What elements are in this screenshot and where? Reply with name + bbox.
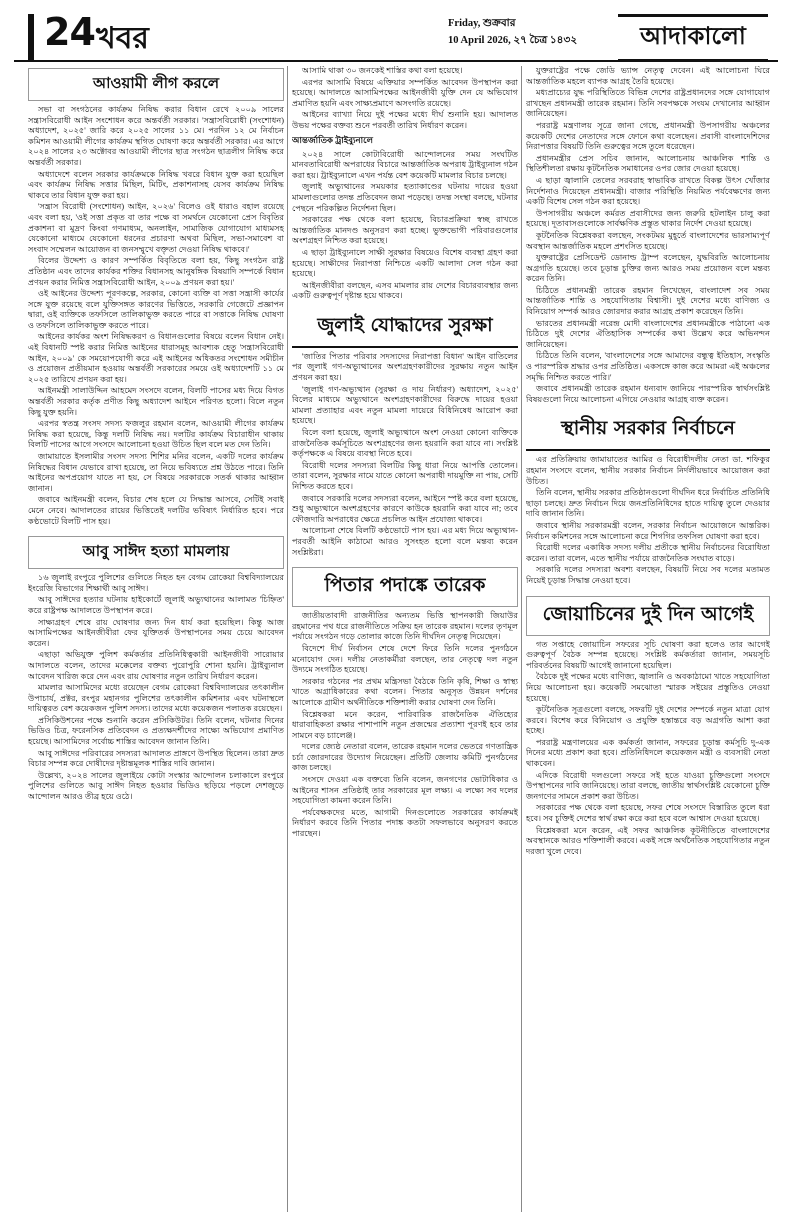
paragraph: বিদেশে দীর্ঘ নির্বাসন শেষে দেশে ফিরে তিনি দলের পুনর্গঠনে মনোযোগ দেন। দলীয় নেতাকর্মীরা বলছেন, তার নেতৃত্বে দল নতুন উদ্যমে সংগঠিত হয়েছে। bbox=[292, 643, 518, 675]
paragraph: চিঠিতে প্রধানমন্ত্রী তারেক রহমান লিখেছেন, বাংলাদেশ সব সময় আন্তর্জাতিক শান্তি ও সহযোগিতায় বিশ্বাসী। দুই দেশের মধ্যে বাণিজ্য ও বিনিয়োগ সম্পর্ক আরও জোরদার করার আগ্রহ প্রকাশ করেছেন তিনি। bbox=[526, 285, 770, 317]
paragraph: পররাষ্ট্র মন্ত্রণালয়ের এক কর্মকর্তা জানান, সফরের চূড়ান্ত কর্মসূচি দু-এক দিনের মধ্যে প্রকাশ করা হবে। প্রতিনিধিদলে কয়েকজন মন্ত্রী ও ব্যবসায়ী নেতা থাকবেন। bbox=[526, 737, 770, 769]
paragraph: আলোচনা শেষে বিলটি কণ্ঠভোটে পাস হয়। এর মধ্য দিয়ে অভ্যুত্থান-পরবর্তী আইনি কাঠামো আরও সুসংহত হলো বলে মন্তব্য করেন সংশ্লিষ্টরা। bbox=[292, 526, 518, 557]
paragraph: ১৬ জুলাই রংপুরে পুলিশের গুলিতে নিহত হন বেগম রোকেয়া বিশ্ববিদ্যালয়ের ইংরেজি বিভাগের শিক্ষার্থী আবু সাঈদ। bbox=[28, 573, 284, 593]
paragraph: জবাবে আইনমন্ত্রী বলেন, বিচার শেষ হলে যে সিদ্ধান্ত আসবে, সেটিই সবাই মেনে নেবে। আদালতের রায়ের ভিত্তিতেই দলটির ভবিষ্যৎ নির্ধারিত হবে। পরে কণ্ঠভোটে বিলটি পাস হয়। bbox=[28, 495, 284, 526]
headline-awami-league: আওয়ামী লীগ করলে bbox=[28, 68, 284, 101]
paragraph: আইনমন্ত্রী সালাউদ্দিন আহমেদ সংসদে বলেন, বিলটি পাসের মধ্য দিয়ে বিগত অন্তর্বর্তী সরকার কর্তৃক প্রণীত কিছু অধ্যাদেশ আইনে পরিণত হলো। বিলে নতুন কিছু যুক্ত হয়নি। bbox=[28, 386, 284, 417]
paragraph: এর প্রতিক্রিয়ায় জামায়াতের আমির ও বিরোধীদলীয় নেতা ডা. শফিকুর রহমান সংসদে বলেন, স্থানীয় সরকার নির্বাচন নির্দলীয়ভাবে আয়োজন করা উচিত। bbox=[526, 455, 770, 486]
paragraph: বিলে বলা হয়েছে, জুলাই অভ্যুত্থানে অংশ নেওয়া কোনো ব্যক্তিকে রাজনৈতিক কর্মসূচিতে অংশগ্রহণের জন্য হয়রানি করা যাবে না। সংশ্লিষ্ট কর্তৃপক্ষকে এ বিষয়ে ব্যবস্থা নিতে হবে। bbox=[292, 428, 518, 459]
date: 10 April 2026, ২৭ চৈত্র ১৪৩২ bbox=[448, 35, 578, 46]
subheading: আন্তর্জাতিক ট্রাইব্যুনালে bbox=[292, 134, 374, 145]
paragraph: এছাড়া অভিযুক্ত পুলিশ কর্মকর্তার প্রতিনিধিত্বকারী আইনজীবী সারোয়ার আদালতে বলেন, তাদের মক্কেলের বক্তব্য পুরোপুরি শোনা হয়নি। ট্রাইব্যুনাল আবেদন খারিজ করে দেন এবং রায় ঘোষণার নতুন তারিখ নির্ধারণ করেন। bbox=[28, 650, 284, 681]
paragraph: তিনি বলেন, স্থানীয় সরকার প্রতিষ্ঠানগুলো দীর্ঘদিন ধরে নির্বাচিত প্রতিনিধি ছাড়া চলছে। দ্রুত নির্বাচন দিয়ে জনপ্রতিনিধিদের হাতে দায়িত্ব তুলে দেওয়ার দাবি জানান তিনি। bbox=[526, 488, 770, 519]
paragraph: ভারতের প্রধানমন্ত্রী নরেন্দ্র মোদী বাংলাদেশের প্রধানমন্ত্রীকে পাঠানো এক চিঠিতে দুই দেশের ঐতিহাসিক সম্পর্কের কথা উল্লেখ করে অভিনন্দন জানিয়েছেন। bbox=[526, 318, 770, 349]
paragraph: আসামি থাকা ৩০ জনকেই শাস্তির কথা বলা হয়েছে। bbox=[302, 66, 463, 75]
paragraph: গত সপ্তাহে জোয়াচিন সফরের সূচি ঘোষণা করা হলেও তার আগেই গুরুত্বপূর্ণ বৈঠক সম্পন্ন হয়েছে। সংশ্লিষ্ট কর্মকর্তারা জানান, সময়সূচি পরিবর্তনের বিষয়টি আগেই জানানো হয়েছিল। bbox=[526, 639, 770, 670]
paragraph: পররাষ্ট্র মন্ত্রণালয় সূত্রে জানা গেছে, প্রধানমন্ত্রী উপসাগরীয় অঞ্চলের কয়েকটি দেশের নেতাদের সঙ্গে ফোনে কথা বলেছেন। প্রবাসী বাংলাদেশিদের নিরাপত্তার বিষয়টি তিনি গুরুত্বের সঙ্গে তুলে ধরেছেন। bbox=[526, 120, 770, 152]
paragraph: মামলার আসামিদের মধ্যে রয়েছেন বেগম রোকেয়া বিশ্ববিদ্যালয়ের তৎকালীন উপাচার্য, প্রক্টর, রংপুর মহানগর পুলিশের তৎকালীন কমিশনার এবং ঘটনাস্থলে দায়িত্বরত বেশ কয়েকজন পুলিশ সদস্য। তাদের মধ্যে কয়েকজন পলাতক রয়েছেন। bbox=[28, 683, 284, 714]
paragraph: সরকার গঠনের পর প্রথম মন্ত্রিসভা বৈঠকে তিনি কৃষি, শিক্ষা ও স্বাস্থ্য খাতে অগ্রাধিকারের কথা বলেন। পিতার অনুসৃত উন্নয়ন দর্শনের আলোকে গ্রামীণ অর্থনীতিকে শক্তিশালী করার ঘোষণা দেন তিনি। bbox=[292, 676, 518, 707]
paragraph: যুক্তরাষ্ট্রের প্রেসিডেন্ট ডোনাল্ড ট্রাম্প বলেছেন, যুদ্ধবিরতি আলোচনায় অগ্রগতি হয়েছে। তবে চূড়ান্ত চুক্তির জন্য আরও সময় প্রয়োজন বলে মন্তব্য করেন তিনি। bbox=[526, 253, 770, 284]
column-divider bbox=[287, 66, 288, 1212]
newspaper-logo: আদাকালো bbox=[618, 14, 768, 62]
paragraph: আইনের ব্যাখ্যা নিয়ে দুই পক্ষের মধ্যে দীর্ঘ শুনানি হয়। আদালত উভয় পক্ষের বক্তব্য শুনে পরবর্তী তারিখ নির্ধারণ করেন। bbox=[292, 110, 518, 130]
paragraph: এরপর আসামি বিষয়ে এক্তিয়ার সম্পর্কিত আবেদন উপস্থাপন করা হয়েছে। আদালতে আসামিপক্ষের আইনজীবী যুক্তি দেন যে অভিযোগ প্রমাণিত হয়নি এবং সাক্ষ্যপ্রমাণে অসংগতি রয়েছে। bbox=[292, 77, 518, 108]
paragraph: দলের জ্যেষ্ঠ নেতারা বলেন, তারেক রহমান দলের ভেতরে গণতান্ত্রিক চর্চা জোরদারের উদ্যোগ নিয়েছেন। প্রতিটি জেলায় কমিটি পুনর্গঠনের কাজ চলছে। bbox=[292, 742, 518, 773]
headline-local-election: স্থানীয় সরকার নির্বাচনে bbox=[526, 414, 770, 451]
paragraph: সরকারি দলের সদস্যরা অবশ্য বলছেন, বিষয়টি নিয়ে সব দলের মতামত নিয়েই চূড়ান্ত সিদ্ধান্ত নেওয়া হবে। bbox=[526, 565, 770, 585]
page-number: 24 bbox=[44, 10, 95, 54]
paragraph: কূটনৈতিক সূত্রগুলো বলছে, সফরটি দুই দেশের সম্পর্কে নতুন মাত্রা যোগ করবে। বিশেষ করে বিনিয়োগ ও প্রযুক্তি হস্তান্তরে বড় অগ্রগতি আশা করা হচ্ছে। bbox=[526, 705, 770, 736]
paragraph: এরপর স্বতন্ত্র সংসদ সদস্য ফজলুর রহমান বলেন, আওয়ামী লীগের কার্যক্রম নিষিদ্ধ করা হয়েছে, কিন্তু দলটি নিষিদ্ধ নয়। দলটির কার্যক্রম বিচারাধীন থাকায় বিলটি পাসের আগে সংসদে আলোচনা হওয়া উচিত ছিল বলে মত দেন তিনি। bbox=[28, 419, 284, 450]
paragraph: ২০২৪ সালে কোটাবিরোধী আন্দোলনের সময় সংঘটিত মানবতাবিরোধী অপরাধের বিচারে আন্তর্জাতিক অপরাধ ট্রাইব্যুনাল গঠন করা হয়। ট্রাইব্যুনালে এখন পর্যন্ত বেশ কয়েকটি মামলার বিচার চলছে। bbox=[292, 149, 518, 180]
dateline bbox=[448, 16, 578, 50]
paragraph: প্রসিকিউশনের পক্ষে শুনানি করেন প্রসিকিউটর। তিনি বলেন, ঘটনার দিনের ভিডিও চিত্র, ফরেনসিক প্রতিবেদন ও প্রত্যক্ষদর্শীদের সাক্ষ্যে অভিযোগ প্রমাণিত হয়েছে। আসামিদের সর্বোচ্চ শাস্তির আবেদন জানান তিনি। bbox=[28, 715, 284, 747]
column-divider bbox=[521, 66, 522, 1212]
paragraph: কূটনৈতিক বিশ্লেষকরা বলছেন, সংকটময় মুহূর্তে বাংলাদেশের ভারসাম্যপূর্ণ অবস্থান আন্তর্জাতিক মহলে প্রশংসিত হয়েছে। bbox=[526, 230, 770, 251]
paragraph: বৈঠকে দুই পক্ষের মধ্যে বাণিজ্য, জ্বালানি ও অবকাঠামো খাতে সহযোগিতা নিয়ে আলোচনা হয়। কয়েকটি সমঝোতা স্মারক সইয়ের প্রস্তুতিও নেওয়া হয়েছে। bbox=[526, 672, 770, 703]
paragraph: ওই আইনের উদ্দেশ্য পূরণকল্পে, সরকার, কোনো ব্যক্তি বা সত্তা সন্ত্রাসী কার্যের সঙ্গে যুক্ত রয়েছে বলে যুক্তিসঙ্গত কারণের ভিত্তিতে, সরকারি গেজেটে প্রজ্ঞাপন দ্বারা, ওই ব্যক্তিকে তফসিলে তালিকাভুক্ত করতে পারে বা সত্তাকে নিষিদ্ধ ঘোষণা ও তফসিলে তালিকাভুক্ত করতে পারে। bbox=[28, 289, 284, 330]
paragraph: অধ্যাদেশে বলেন সরকার কার্যক্রমকে নিষিদ্ধ খবরে বিধান যুক্ত করা হয়েছিল এবং কার্যক্রম নিষিদ্ধ সত্তার মিছিল, মিটিং, প্রকাশনাসহ যেসব কার্যক্রম নিষিদ্ধ থাকবে তার বিধান যুক্ত করা হয়। bbox=[28, 169, 284, 200]
paragraph: জাতীয়তাবাদী রাজনীতির অন্যতম ভিত্তি স্থাপনকারী জিয়াউর রহমানের পথ ধরে রাজনীতিতে সক্রিয় হন তারেক রহমান। দলের তৃণমূল পর্যায়ে সংগঠন গড়ে তোলার কাজে তিনি দীর্ঘদিন নেতৃত্ব দিয়েছেন। bbox=[292, 611, 518, 642]
headline-july-fighters: জুলাই যোদ্ধাদের সুরক্ষা bbox=[292, 311, 518, 348]
headline-abu-sayeed: আবু সাঈদ হত্যা মামলায় bbox=[28, 536, 284, 569]
column-2 bbox=[292, 66, 518, 1212]
paragraph: মধ্যপ্রাচ্যের যুদ্ধ পরিস্থিতিতে বিভিন্ন দেশের রাষ্ট্রপ্রধানদের সঙ্গে যোগাযোগ রাখছেন প্রধানমন্ত্রী তারেক রহমান। তিনি সবপক্ষকে সংযম দেখানোর আহ্বান জানিয়েছেন। bbox=[526, 88, 770, 119]
paragraph: যুক্তরাষ্ট্রের পক্ষে জেডি ভ্যান্স নেতৃত্ব দেবেন। এই আলোচনা ঘিরে আন্তর্জাতিক মহলে ব্যাপক আগ্রহ তৈরি হয়েছে। bbox=[526, 66, 770, 86]
paragraph: বিরোধী দলের সদস্যরা বিলটির কিছু ধারা নিয়ে আপত্তি তোলেন। তারা বলেন, সুরক্ষার নামে যাতে কোনো অপরাধী দায়মুক্তি না পায়, সেটি নিশ্চিত করতে হবে। bbox=[292, 460, 518, 491]
masthead-rule bbox=[14, 60, 778, 62]
paragraph: বিলের উদ্দেশ্য ও কারণ সম্পর্কিত বিবৃতিতে বলা হয়, 'কিছু সংগঠন রাষ্ট্র প্রতিষ্ঠান এবং তাদের কার্যকর শক্তির বিধানসহ আনুষঙ্গিক বিষয়াদি সম্পর্কে বিধান প্রণয়ন করার নিমিত্ত সন্ত্রাসবিরোধী আইন, ২০০৯ প্রণয়ন করা হয়।' bbox=[28, 256, 284, 287]
paragraph: এদিকে বিরোধী দলগুলো সফরে সই হতে যাওয়া চুক্তিগুলো সংসদে উপস্থাপনের দাবি জানিয়েছে। তারা বলছে, জাতীয় স্বার্থসংশ্লিষ্ট যেকোনো চুক্তি জনগণের সামনে প্রকাশ করা উচিত। bbox=[526, 770, 770, 801]
headline-two-days-before: জোয়াচিনের দুই দিন আগেই bbox=[526, 596, 770, 636]
masthead bbox=[14, 8, 778, 68]
page-number-bar bbox=[28, 14, 34, 60]
headline-tarique: পিতার পদাঙ্কে তারেক bbox=[292, 567, 518, 607]
paragraph: বিরোধী দলের একাধিক সদস্য দলীয় প্রতীকে স্থানীয় নির্বাচনের বিরোধিতা করেন। তারা বলেন, এতে স্থানীয় পর্যায়ে রাজনৈতিক সংঘাত বাড়ে। bbox=[526, 543, 770, 563]
paragraph: উল্লেখ্য, ২০২৪ সালের জুলাইয়ে কোটা সংস্কার আন্দোলন চলাকালে রংপুরে পুলিশের গুলিতে আবু সাঈদ নিহত হওয়ার ভিডিও ছড়িয়ে পড়লে দেশজুড়ে আন্দোলন আরও তীব্র হয়ে ওঠে। bbox=[28, 770, 284, 802]
paragraph: 'সন্ত্রাস বিরোধী (সংশোধন) আইন, ২০২৬' বিলেও ওই ধারাও বহাল রয়েছে এবং বলা হয়, 'ওই সত্তা প্রকৃত বা তার পক্ষে বা সমর্থনে যেকোনো প্রেস বিবৃতির প্রকাশনা বা মুদ্রণ কিংবা গণমাধ্যম, অনলাইন, সামাজিক যোগাযোগ মাধ্যমসহ যেকোনো মাধ্যমে যেকোনো ধরনের প্রচারণা অথবা মিছিল, সভা-সমাবেশ বা সংবাদ সম্মেলন আয়োজন বা জনসম্মুখে বক্তৃতা দেওয়া নিষিদ্ধ থাকবে।' bbox=[28, 202, 284, 254]
paragraph: জুলাই অভ্যুত্থানের সময়কার হত্যাকাণ্ডের ঘটনায় দায়ের হওয়া মামলাগুলোর তদন্ত প্রতিবেদন জমা পড়েছে। তদন্ত সংস্থা বলছে, ঘটনার পেছনে পরিকল্পিত নির্দেশনা ছিল। bbox=[292, 182, 518, 213]
column-1 bbox=[28, 66, 284, 1212]
paragraph: সাক্ষ্যগ্রহণ শেষে রায় ঘোষণার জন্য দিন ধার্য করা হয়েছিল। কিন্তু আজ আসামিপক্ষের আইনজীবীরা ফের যুক্তিতর্ক উপস্থাপনের সময় চেয়ে আবেদন করেন। bbox=[28, 617, 284, 648]
day: Friday, শুক্রবার bbox=[448, 18, 516, 29]
paragraph: আবু সাঈদের পরিবারের সদস্যরা আদালত প্রাঙ্গণে উপস্থিত ছিলেন। তারা দ্রুত বিচার সম্পন্ন করে দোষীদের দৃষ্টান্তমূলক শাস্তির দাবি জানান। bbox=[28, 748, 284, 769]
paragraph: জবাবে স্থানীয় সরকারমন্ত্রী বলেন, সরকার নির্বাচন আয়োজনে আন্তরিক। নির্বাচন কমিশনের সঙ্গে আলোচনা করে শিগগির তফসিল ঘোষণা করা হবে। bbox=[526, 520, 770, 541]
paragraph: প্রধানমন্ত্রীর প্রেস সচিব জানান, আলোচনায় আঞ্চলিক শান্তি ও স্থিতিশীলতা রক্ষায় কূটনৈতিক সমাধানের ওপর জোর দেওয়া হয়েছে। bbox=[526, 153, 770, 174]
paragraph: এ ছাড়া ট্রাইব্যুনালে সাক্ষী সুরক্ষার বিষয়েও বিশেষ ব্যবস্থা গ্রহণ করা হয়েছে। সাক্ষীদের নিরাপত্তা নিশ্চিতে একটি আলাদা সেল গঠন করা হয়েছে। bbox=[292, 247, 518, 279]
paragraph: সরকারের পক্ষ থেকে বলা হয়েছে, বিচারপ্রক্রিয়া স্বচ্ছ রাখতে আন্তর্জাতিক মানদণ্ড অনুসরণ করা হচ্ছে। ভুক্তভোগী পরিবারগুলোর অংশগ্রহণ নিশ্চিত করা হয়েছে। bbox=[292, 215, 518, 246]
paragraph: উপসাগরীয় অঞ্চলে কর্মরত প্রবাসীদের জন্য জরুরি হটলাইন চালু করা হয়েছে। দূতাবাসগুলোকে সার্বক্ষণিক প্রস্তুত থাকার নির্দেশ দেওয়া হয়েছে। bbox=[526, 208, 770, 229]
paragraph: সভা বা সংগঠনের কার্যক্রম নিষিদ্ধ করার বিধান রেখে ২০০৯ সালের সন্ত্রাসবিরোধী আইন সংশোধন করে অন্তর্বর্তী সরকার। 'সন্ত্রাসবিরোধী (সংশোধন) অধ্যাদেশ, ২০২৫' জারি করে ২০২৫ সালের ১১ মে। পরদিন ১২ মে নির্বাচন কমিশন আওয়ামী লীগের কার্যক্রম স্থগিত ঘোষণা করে অন্তর্বর্তী সরকার। এর আগে ২০২৪ সালের ২৩ অক্টোবর আওয়ামী লীগের ছাত্র সংগঠন ছাত্রলীগ নিষিদ্ধ করে অন্তর্বর্তী সরকার। bbox=[28, 105, 284, 167]
paragraph: সরকারের পক্ষ থেকে বলা হয়েছে, সফর শেষে সংসদে বিস্তারিত তুলে ধরা হবে। সব চুক্তিই দেশের স্বার্থ রক্ষা করে করা হবে বলে আশ্বাস দেওয়া হয়েছে। bbox=[526, 803, 770, 824]
section-name: খবর bbox=[96, 21, 149, 56]
paragraph: 'জুলাই গণ-অভ্যুত্থান (সুরক্ষা ও দায় নির্ধারণ) অধ্যাদেশ, ২০২৫' বিলের মাধ্যমে অভ্যুত্থানে অংশগ্রহণকারীদের বিরুদ্ধে দায়ের হওয়া মামলা প্রত্যাহার এবং নতুন মামলা দায়েরে বিধিনিষেধ আরোপ করা হয়েছে। bbox=[292, 384, 518, 426]
paragraph: বিশ্লেষকরা মনে করেন, এই সফর আঞ্চলিক কূটনীতিতে বাংলাদেশের অবস্থানকে আরও শক্তিশালী করবে। একই সঙ্গে অর্থনৈতিক সহযোগিতার নতুন দরজা খুলে দেবে। bbox=[526, 825, 770, 856]
paragraph: জামায়াতে ইসলামীর সংসদ সদস্য শিশির মনির বলেন, একটি দলের কার্যক্রম নিষিদ্ধের বিধান যেভাবে রাখা হয়েছে, তা নিয়ে ভবিষ্যতে প্রশ্ন উঠতে পারে। তিনি আইনের অপপ্রয়োগ যাতে না হয়, সে বিষয়ে সরকারকে সতর্ক থাকার আহ্বান জানান। bbox=[28, 452, 284, 493]
paragraph: চিঠিতে তিনি বলেন, 'বাংলাদেশের সঙ্গে আমাদের বন্ধুত্ব ইতিহাস, সংস্কৃতি ও পারস্পরিক শ্রদ্ধার ওপর প্রতিষ্ঠিত। একসঙ্গে কাজ করে আমরা এই অঞ্চলের সমৃদ্ধি নিশ্চিত করতে পারি।' bbox=[526, 351, 770, 382]
paragraph: জবাবে সরকারি দলের সদস্যরা বলেন, আইনে স্পষ্ট করে বলা হয়েছে, শুধু অভ্যুত্থানে অংশগ্রহণের কারণে কাউকে হয়রানি করা যাবে না; তবে ফৌজদারি অপরাধের ক্ষেত্রে প্রচলিত আইন প্রযোজ্য থাকবে। bbox=[292, 493, 518, 524]
paragraph: জবাবে প্রধানমন্ত্রী তারেক রহমান ধন্যবাদ জানিয়ে পারস্পরিক স্বার্থসংশ্লিষ্ট বিষয়গুলো নিয়ে আলোচনা এগিয়ে নেওয়ার আগ্রহ ব্যক্ত করেন। bbox=[526, 384, 770, 404]
paragraph: বিশ্লেষকরা মনে করেন, পারিবারিক রাজনৈতিক ঐতিহ্যের ধারাবাহিকতা রক্ষার পাশাপাশি নতুন প্রজন্মের প্রত্যাশা পূরণই হবে তার সামনে বড় চ্যালেঞ্জ। bbox=[292, 709, 518, 740]
paragraph: 'জাতির পিতার পরিবার সদস্যদের নিরাপত্তা বিধান' আইন বাতিলের পর জুলাই গণ-অভ্যুত্থানের অংশগ্রহণকারীদের সুরক্ষায় নতুন আইন প্রণয়ন করা হয়। bbox=[292, 351, 518, 383]
column-3 bbox=[526, 66, 770, 1212]
paragraph: এ ছাড়া জ্বালানি তেলের সরবরাহ স্বাভাবিক রাখতে বিকল্প উৎস খোঁজার নির্দেশনাও দিয়েছেন প্রধানমন্ত্রী। বাজার পরিস্থিতি নিয়মিত পর্যবেক্ষণের জন্য একটি বিশেষ সেল গঠন করা হয়েছে। bbox=[526, 175, 770, 207]
paragraph: পর্যবেক্ষকদের মতে, আগামী দিনগুলোতে সরকারের কার্যক্রমই নির্ধারণ করবে তিনি পিতার পদাঙ্ক কতটা সফলভাবে অনুসরণ করতে পারছেন। bbox=[292, 807, 518, 839]
paragraph: আবু সাঈদের হত্যার ঘটনায় হাইকোর্টে জুলাই অভ্যুত্থানের আলামত 'চিহ্নিত' করে রাষ্ট্রপক্ষ আদালতে উপস্থাপন করে। bbox=[28, 595, 284, 615]
paragraph: আইনের কার্যকর অংশ নিষিদ্ধকরণ ও বিধানগুলোর বিষয়ে বলেন বিধান নেই। এই বিধানটি স্পষ্ট করার নিমিত্ত আইনের ধারাসমূহ আবশ্যক হেতু 'সন্ত্রাসবিরোধী আইন, ২০০৯' কে সময়োপযোগী করে এই আইনের অধিকতর সংশোধন সমীচীন ও প্রয়োজন প্রতীয়মান হওয়ায় অন্তর্বর্তী সরকারের সময়ে ওই অধ্যাদেশটি ১১ মে ২০২৫ তারিখে প্রণয়ন করা হয়। bbox=[28, 332, 284, 384]
paragraph: সংসদে দেওয়া এক বক্তব্যে তিনি বলেন, জনগণের ভোটাধিকার ও আইনের শাসন প্রতিষ্ঠাই তার সরকারের মূল লক্ষ্য। এ লক্ষ্যে সব দলের সহযোগিতা কামনা করেন তিনি। bbox=[292, 775, 518, 806]
paragraph: আইনজীবীরা বলছেন, এসব মামলার রায় দেশের বিচারব্যবস্থার জন্য একটি গুরুত্বপূর্ণ দৃষ্টান্ত হয়ে থাকবে। bbox=[292, 280, 518, 301]
